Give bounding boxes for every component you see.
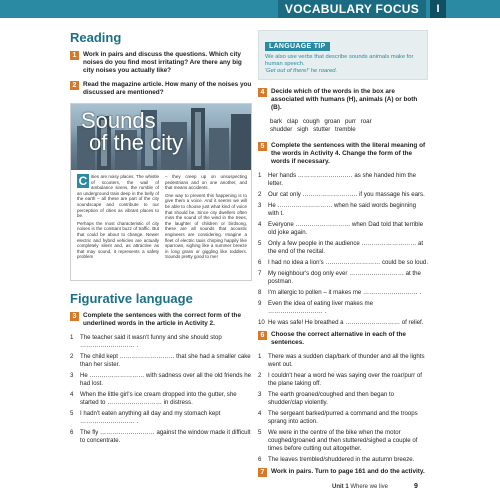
question-number: 3 xyxy=(70,312,79,321)
figurative-items xyxy=(70,334,252,445)
list-item: 5 Only a few people in the audience ……………………… at the end of the recital. xyxy=(258,240,424,255)
figurative-heading: Figurative language xyxy=(70,291,193,306)
drop-cap: C xyxy=(78,174,88,188)
word-box xyxy=(270,118,428,134)
question-3 xyxy=(70,312,252,328)
question-2 xyxy=(70,81,252,97)
list-item: 3 The earth groaned/coughed and then began to shudder/clap violently. xyxy=(258,391,395,406)
word-box-line: bark clap cough groan purr roar xyxy=(270,118,372,125)
language-tip-example: 'Get out of there!' he roared. xyxy=(265,68,338,74)
page-footer xyxy=(332,484,388,490)
question-6 xyxy=(258,331,428,347)
language-tip-heading: LANGUAGE TIP xyxy=(265,42,330,51)
list-item: 4 The sergeant barked/purred a command and the troops sprang into action. xyxy=(258,410,418,425)
list-item: 9 Even the idea of eating liver makes me ……………………… . xyxy=(258,300,374,315)
article-paragraph: – they creep up on unsuspecting pedestrians and on one another, and that means accidents. xyxy=(165,174,247,191)
list-item: 6 I had no idea a lion's ……………………… could be so loud. xyxy=(258,259,429,266)
question-7 xyxy=(258,468,428,477)
question-text: Complete the sentences with the literal meaning of the words in Activity 4. Change the form of the words if necessary. xyxy=(271,142,426,165)
article-title-line1: Sounds xyxy=(81,108,156,133)
footer-unit-title: Where we live xyxy=(350,484,389,490)
language-tip-text: We also use verbs that describe sounds animals make for human speech. xyxy=(265,54,414,67)
list-item: 2 Our cat only ……………………… if you massage his ears. xyxy=(258,191,425,198)
question-number: 1 xyxy=(70,51,79,60)
alternative-items xyxy=(258,353,428,464)
question-text: Decide which of the words in the box are associated with humans (H), animals (A) or both (B). xyxy=(271,88,418,111)
article-title-line2: of the city xyxy=(89,130,184,155)
question-number: 4 xyxy=(258,88,267,97)
footer-unit: Unit 1 xyxy=(332,484,349,490)
article-title xyxy=(81,110,183,154)
list-item: 1 The teacher said it wasn't funny and she should stop ……………………… . xyxy=(70,334,222,349)
article-body xyxy=(77,174,247,262)
list-item: 2 I couldn't hear a word he was saying over the roar/purr of the plane taking off. xyxy=(258,372,422,387)
question-text: Work in pairs. Turn to page 161 and do the activity. xyxy=(271,468,425,475)
question-4 xyxy=(258,88,428,112)
question-number: 7 xyxy=(258,468,267,477)
magazine-article xyxy=(70,103,252,281)
question-5 xyxy=(258,142,428,166)
list-item: 6 The fly ……………………… against the window made it difficult to concentrate. xyxy=(70,429,251,444)
question-number: 5 xyxy=(258,142,267,151)
list-item: 4 Everyone ……………………… when Dad told that terrible old joke again. xyxy=(258,221,424,236)
question-1 xyxy=(70,51,252,75)
list-item: 4 When the little girl's ice cream dropped into the gutter, she started to ……………………… in distress. xyxy=(70,391,237,406)
question-number: 6 xyxy=(258,331,267,340)
question-text: Work in pairs and discuss the questions. Which city noises do you find most irritating? Are there any big city noises you actually like? xyxy=(83,51,242,74)
word-box-line: shudder sigh stutter tremble xyxy=(270,126,356,133)
question-text: Complete the sentences with the correct form of the underlined words in the article in Activity 2. xyxy=(83,312,242,327)
list-item: 6 The leaves trembled/shuddered in the autumn breeze. xyxy=(258,456,415,463)
page-number: 9 xyxy=(414,483,418,490)
reading-heading: Reading xyxy=(70,30,122,45)
list-item: 3 He ……………………… when he said words beginning with t. xyxy=(258,202,417,217)
list-item: 2 The child kept ……………………… that she had a smaller cake than her sister. xyxy=(70,353,251,368)
question-number: 2 xyxy=(70,81,79,90)
question-text: Choose the correct alternative in each of the sentences. xyxy=(271,331,406,346)
article-paragraph: ities are noisy places. The whistle of scooters, the wail of ambulance sirens, the rumble of an underground train deep in the belly of the earth – all these are part of the city soundscape and contribute to our perception of cities as vibrant places to be. xyxy=(77,174,159,219)
right-column xyxy=(258,30,428,483)
list-item: 1 There was a sudden clap/bark of thunder and all the lights went out. xyxy=(258,353,425,368)
list-item: 5 We were in the centre of the bike when the motor coughed/groaned and then stuttered/sighed a couple of times before cutting out altogether. xyxy=(258,429,418,452)
unit-badge: I xyxy=(430,0,446,18)
section-title: VOCABULARY FOCUS xyxy=(278,0,426,18)
list-item: 8 I'm allergic to pollen – it makes me ……………………… . xyxy=(258,289,422,296)
list-item: 10 He was safe! He breathed a ……………………… of relief. xyxy=(258,319,424,326)
list-item: 5 I hadn't eaten anything all day and my stomach kept ……………………… . xyxy=(70,410,221,425)
list-item: 3 He ……………………… with sadness over all the old friends he had lost. xyxy=(70,372,252,387)
article-paragraph: Perhaps the most characteristic of city noises is the constant buzz of traffic. But that could be about to change. Newer electric and hybrid vehicles are actually completely silent and, as attractive as that may sound, it represents a safety problem xyxy=(77,220,159,260)
language-tip-box xyxy=(258,30,428,80)
list-item: 7 My neighbour's dog only ever ……………………… at the postman. xyxy=(258,270,421,285)
literal-items xyxy=(258,172,428,327)
question-text: Read the magazine article. How many of the noises you discussed are mentioned? xyxy=(83,81,252,96)
article-paragraph: One way to prevent this happening is to give them a voice. And it seems we will be able to choose just what kind of voice that should be. Since city dwellers often miss the sound of the wind in the trees, the laughter of children or birdsong, these are all sounds that acoustic engineers are considering. Imagine a fleet of electric taxis chirping happily like sparrows, sighing like a summer breeze in long grass or giggling like toddlers. Sounds pretty good to me! xyxy=(165,192,247,260)
list-item: 1 Her hands ……………………… as she handed him the letter. xyxy=(258,172,417,187)
left-column xyxy=(70,30,252,448)
